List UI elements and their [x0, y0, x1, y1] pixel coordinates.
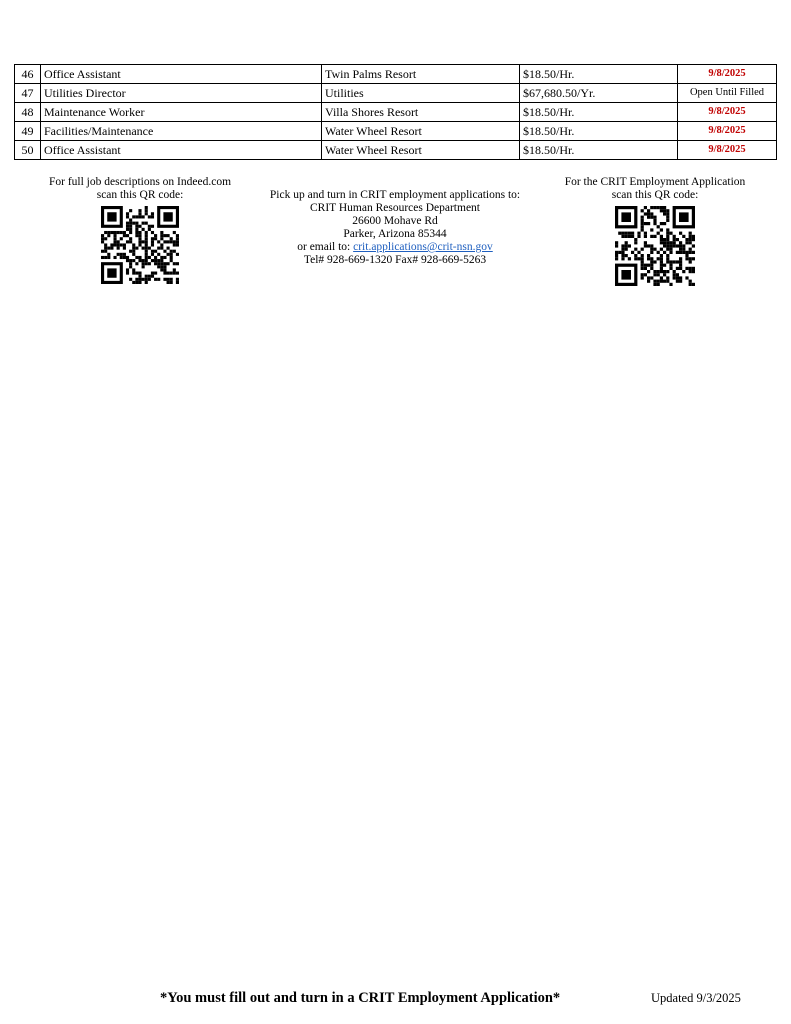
job-row: [15, 84, 777, 103]
job-closing-date: Open Until Filled: [678, 84, 777, 103]
job-row: [15, 65, 777, 84]
job-closing-date: 9/8/2025: [678, 141, 777, 160]
job-position: Office Assistant: [41, 65, 322, 84]
indeed-qr-block: [40, 176, 240, 284]
job-department: Villa Shores Resort: [322, 103, 520, 122]
job-position: Maintenance Worker: [41, 103, 322, 122]
email-prefix: or email to:: [297, 241, 354, 253]
job-position: Office Assistant: [41, 141, 322, 160]
job-pay: $18.50/Hr.: [520, 65, 678, 84]
job-number: 49: [15, 122, 41, 141]
hr-contact-block: [245, 189, 545, 267]
updated-date: Updated 9/3/2025: [651, 991, 741, 1005]
email-line: [245, 241, 545, 254]
application-notice: *You must fill out and turn in a CRIT Employment Application*: [160, 990, 561, 1006]
job-position: Utilities Director: [41, 84, 322, 103]
application-caption-line1: For the CRIT Employment Application: [564, 176, 746, 188]
application-caption-line2: scan this QR code:: [611, 189, 699, 201]
job-number: 48: [15, 103, 41, 122]
job-pay: $18.50/Hr.: [520, 103, 678, 122]
job-number: 46: [15, 65, 41, 84]
job-position: Facilities/Maintenance: [41, 122, 322, 141]
job-closing-date: 9/8/2025: [678, 103, 777, 122]
job-department: Water Wheel Resort: [322, 141, 520, 160]
job-department: Water Wheel Resort: [322, 122, 520, 141]
job-row: [15, 122, 777, 141]
hr-city: Parker, Arizona 85344: [343, 228, 447, 240]
job-number: 47: [15, 84, 41, 103]
application-qr-code[interactable]: [615, 206, 695, 286]
job-closing-date: 9/8/2025: [678, 65, 777, 84]
job-pay: $18.50/Hr.: [520, 122, 678, 141]
pickup-instruction: Pick up and turn in CRIT employment applications to:: [269, 189, 521, 201]
hr-street: 26600 Mohave Rd: [352, 215, 438, 227]
job-department: Utilities: [322, 84, 520, 103]
phone-fax: Tel# 928-669-1320 Fax# 928-669-5263: [303, 254, 487, 266]
job-department: Twin Palms Resort: [322, 65, 520, 84]
job-number: 50: [15, 141, 41, 160]
email-link[interactable]: crit.applications@crit-nsn.gov: [353, 241, 493, 253]
indeed-caption-line1: For full job descriptions on Indeed.com: [48, 176, 232, 188]
job-listings-table: [14, 64, 777, 160]
job-closing-date: 9/8/2025: [678, 122, 777, 141]
job-pay: $67,680.50/Yr.: [520, 84, 678, 103]
hr-department: CRIT Human Resources Department: [309, 202, 480, 214]
indeed-qr-code[interactable]: [101, 206, 179, 284]
job-pay: $18.50/Hr.: [520, 141, 678, 160]
indeed-caption-line2: scan this QR code:: [96, 189, 184, 201]
application-qr-block: [555, 176, 755, 286]
job-row: [15, 141, 777, 160]
job-row: [15, 103, 777, 122]
